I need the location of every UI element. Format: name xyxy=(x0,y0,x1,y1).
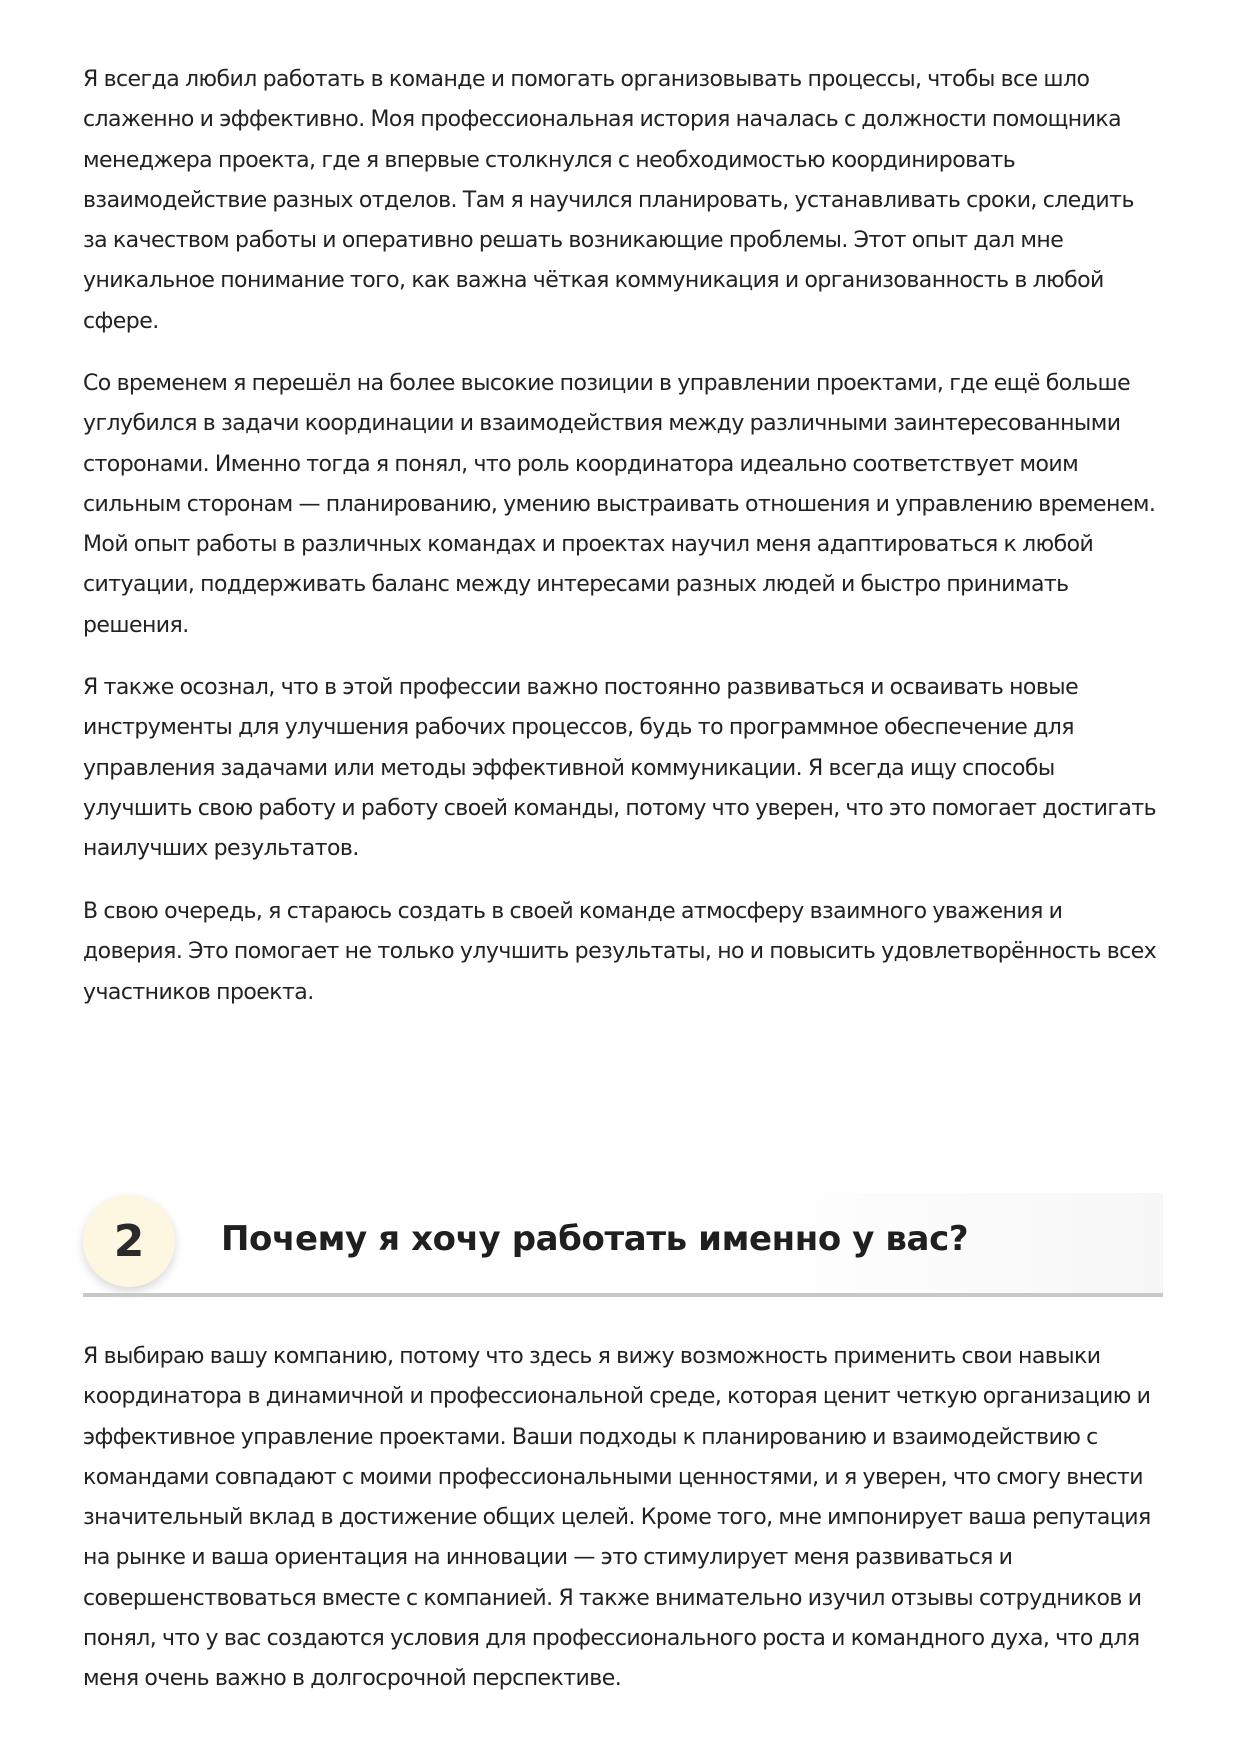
paragraph-team-atmosphere: В свою очередь, я стараюсь создать в своей команде атмосферу взаимного уважения и доверия. Это помогает не только улучшить результаты, но и повысить удовлетворённость всех участников проекта. xyxy=(83,899,1157,1005)
paragraph-career-growth: Со временем я перешёл на более высокие позиции в управлении проектами, где ещё больше углубился в задачи координации и взаимодействия между различными заинтересованными сторонами. Именно тогда я понял, что роль координатора идеально соответствует моим сильным сторонам — планированию, умению выстраивать отношения и управлению временем. Мой опыт работы в различных командах и проектах научил меня адаптироваться к любой ситуации, поддерживать баланс между интересами разных людей и быстро принимать решения. xyxy=(83,371,1156,638)
paragraph-why-company: Я выбираю вашу компанию, потому что здесь я вижу возможность применить свои навыки координатора в динамичной и профессиональной среде, которая ценит четкую организацию и эффективное управление проектами. Ваши подходы к планированию и взаимодействию с командами совпадают с моими профессиональными ценностями, и я уверен, что смогу внести значительный вклад в достижение общих целей. Кроме того, мне импонирует ваша репутация на рынке и ваша ориентация на инновации — это стимулирует меня развиваться и совершенствоваться вместе с компанией. Я также внимательно изучил отзывы сотрудников и понял, что у вас создаются условия для профессионального роста и командного духа, что для меня очень важно в долгосрочной перспективе. xyxy=(83,1344,1151,1692)
section-divider xyxy=(83,1293,1163,1297)
section-header-2 xyxy=(83,1193,1163,1297)
paragraph-self-development: Я также осознал, что в этой профессии важно постоянно развиваться и осваивать новые инструменты для улучшения рабочих процессов, будь то программное обеспечение для управления задачами или методы эффективной коммуникации. Я всегда ищу способы улучшить свою работу и работу своей команды, потому что уверен, что это помогает достигать наилучших результатов. xyxy=(83,675,1157,862)
paragraph-experience-intro: Я всегда любил работать в команде и помогать организовывать процессы, чтобы все шло слаженно и эффективно. Моя профессиональная история началась с должности помощника менеджера проекта, где я впервые столкнулся с необходимостью координировать взаимодействие разных отделов. Там я научился планировать, устанавливать сроки, следить за качеством работы и оперативно решать возникающие проблемы. Этот опыт дал мне уникальное понимание того, как важна чёткая коммуникация и организованность в любой сфере. xyxy=(83,67,1134,334)
section-number-badge: 2 xyxy=(83,1195,175,1287)
section-title: Почему я хочу работать именно у вас? xyxy=(221,1219,969,1259)
